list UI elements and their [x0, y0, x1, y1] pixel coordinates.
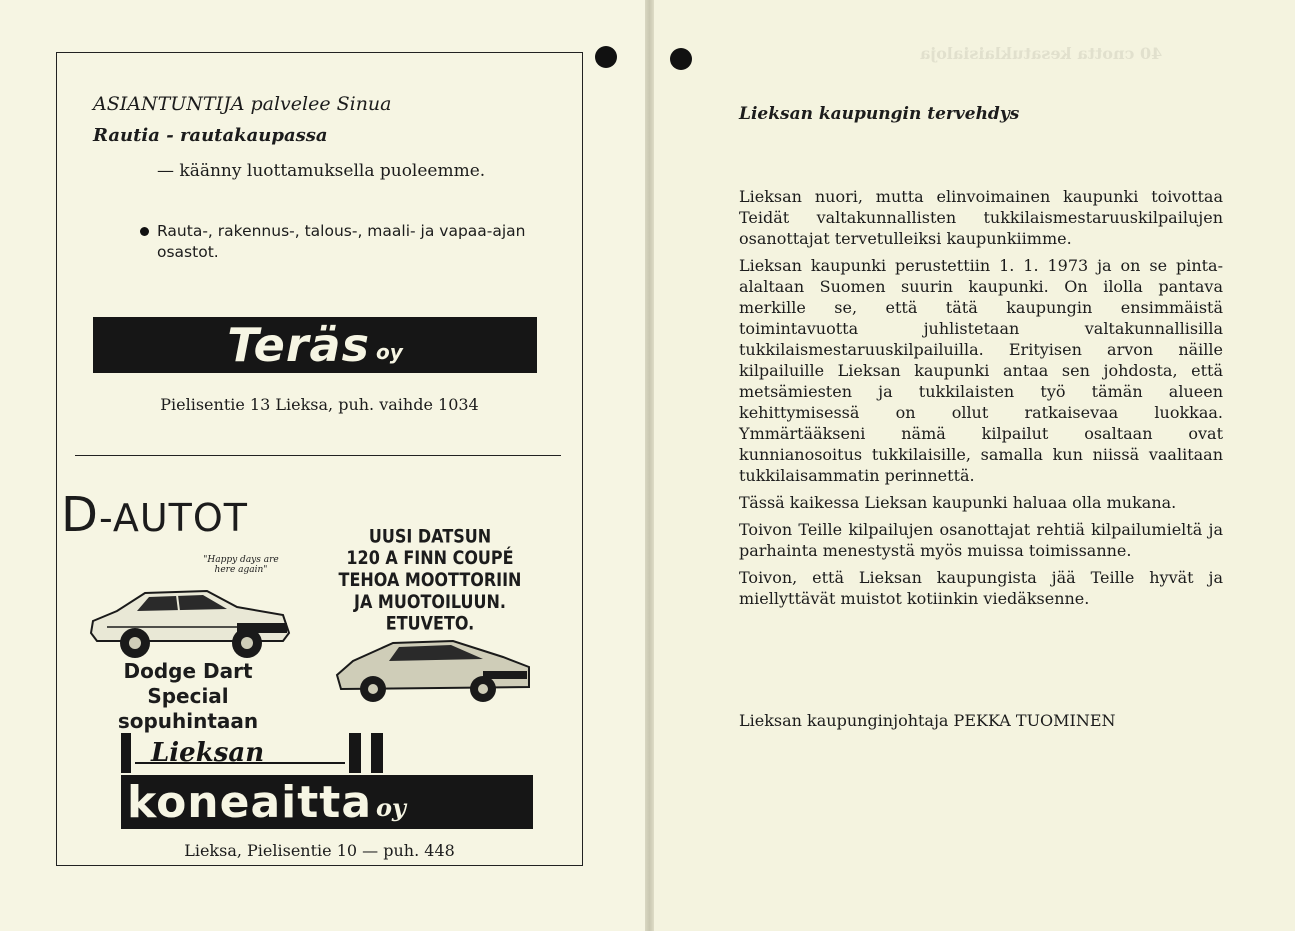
advertisement-box	[56, 52, 583, 866]
car-slogan: "Happy days are here again"	[203, 555, 279, 575]
datsun-line: 120 A FINN COUPÉ	[346, 546, 514, 569]
punch-hole-left	[595, 46, 617, 68]
letter-title: Lieksan kaupungin tervehdys	[739, 104, 1020, 124]
ad-departments-text: Rauta-, rakennus-, talous-, maali- ja vapaa-ajan osastot.	[157, 222, 526, 261]
teras-address: Pielisentie 13 Lieksa, puh. vaihde 1034	[160, 395, 479, 414]
ad-tagline: — käänny luottamuksella puoleemme.	[157, 161, 486, 181]
datsun-line: JA MUOTOILUUN.	[354, 590, 506, 613]
ad-divider	[75, 455, 561, 456]
letter-paragraph: Toivon, että Lieksan kaupungista jää Teille hyvät ja miellyttävät muistot kotiinkin viedäksenne.	[739, 568, 1223, 608]
letter-paragraph: Toivon Teille kilpailujen osanottajat rehtiä kilpailumieltä ja parhainta menestystä myös muissa toimissanne.	[739, 520, 1223, 560]
letter-paragraph: Lieksan nuori, mutta elinvoimainen kaupunki toivottaa Teidät valtakunnallisten tukkilaismestaruuskilpailujen osanottajat tervetulleiksi kaupunkiimme.	[739, 187, 1223, 248]
datsun-text	[325, 525, 535, 634]
ad-headline: ASIANTUNTIJA palvelee Sinua	[93, 93, 392, 115]
d-autot-rest: -AUTOT	[98, 496, 248, 540]
datsun-line: TEHOA MOOTTORIIN	[338, 568, 522, 591]
dodge-model: Dodge Dart Special	[123, 659, 253, 708]
teras-logo-suffix: oy	[375, 340, 403, 364]
datsun-line: UUSI DATSUN	[368, 525, 492, 547]
ad-departments	[157, 221, 537, 263]
koneaitta-script-logo	[121, 733, 393, 773]
letter-signature: Lieksan kaupunginjohtaja PEKKA TUOMINEN	[739, 711, 1116, 730]
koneaitta-address: Lieksa, Pielisentie 10 — puh. 448	[184, 841, 455, 860]
letter-body	[739, 186, 1223, 615]
d-autot-initial: D	[61, 487, 99, 543]
teras-logo	[93, 317, 537, 373]
datsun-line: ETUVETO.	[385, 612, 475, 635]
datsun-car-illustration	[333, 631, 533, 707]
koneaitta-logo-text: koneaitta	[127, 776, 373, 828]
dodge-car-illustration	[87, 571, 297, 663]
letter-paragraph: Lieksan kaupunki perustettiin 1. 1. 1973 ja on se pinta-alaltaan Suomen suurin kaupunki. On ilolla pantava merkille se, että tätä kaupungin ensimmäistä toimintavuotta juhlistetaan valtakunnallisilla tukkilaismestaruuskilpailuilla. Erityisen arvon näille kilpailuille Lieksan kaupunki antaa sen johdosta, että metsämiesten ja tukkilaisten työ tämän alueen kehittymisessä on ollut ratkaisevaa luokkaa. Ymmärtääkseni nämä kilpailut osaltaan ovat kunnianosoitus tukkilaisille, samalla kun niissä vaalitaan tukkilaisammatin perinnettä.	[739, 256, 1223, 485]
koneaitta-script-text: Lieksan	[151, 738, 265, 768]
koneaitta-logo	[121, 775, 533, 829]
teras-logo-text: Teräs	[227, 318, 370, 372]
bleed-through-heading: 40 cnotta kesatuklaisialoja	[920, 44, 1163, 63]
letter-paragraph: Tässä kaikessa Lieksan kaupunki haluaa olla mukana.	[739, 493, 1177, 512]
book-spine	[645, 0, 654, 931]
dodge-price: sopuhintaan	[117, 709, 259, 733]
koneaitta-logo-suffix: oy	[376, 792, 406, 822]
bullet-icon	[140, 227, 149, 236]
punch-hole-right	[670, 48, 692, 70]
ad-subheadline: Rautia - rautakaupassa	[93, 125, 328, 146]
d-autot-brand	[61, 487, 248, 543]
dodge-text	[83, 659, 293, 734]
